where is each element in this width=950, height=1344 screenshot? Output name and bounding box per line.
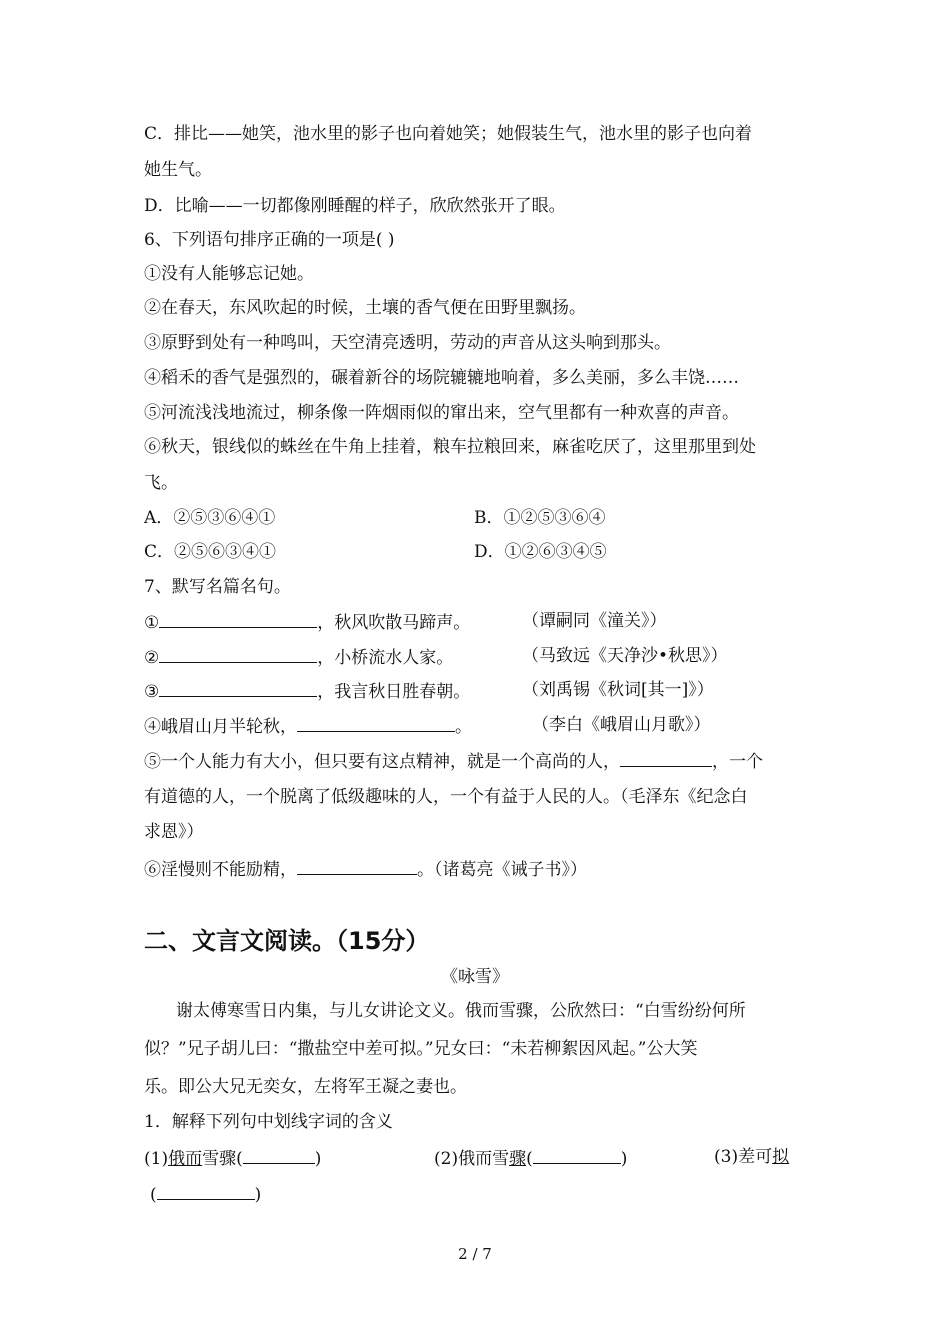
sub-question-3 — [714, 1146, 789, 1168]
poem-2-prefix: ② — [144, 648, 160, 668]
sub-q1-text: 雪骤( — [202, 1149, 243, 1169]
sub-question-2 — [434, 1146, 627, 1170]
section-2-heading: 二、文言文阅读。（15分） — [144, 927, 430, 955]
sub-q2-underlined: 骤 — [509, 1149, 527, 1169]
poem-3-suffix: ，我言秋日胜春朝。 — [317, 682, 471, 702]
answer-blank-1[interactable] — [159, 610, 317, 628]
poem-line-5-continued: 有道德的人，一个脱离了低级趣味的人，一个有益于人民的人。（毛泽东《纪念白 — [144, 787, 748, 807]
sentence-6-continued: 飞。 — [144, 473, 178, 493]
q6-option-b: B．①②⑤③⑥④ — [474, 508, 606, 528]
poem-2-source: （马致远《天净沙•秋思》） — [522, 646, 728, 666]
sentence-6: ⑥秋天，银线似的蛛丝在牛角上挂着，粮车拉粮回来，麻雀吃厌了，这里那里到处 — [144, 437, 756, 457]
sentence-4: ④稻禾的香气是强烈的，碾着新谷的场院辘辘地响着，多么美丽，多么丰饶…… — [144, 368, 739, 388]
poem-6-prefix: ⑥淫慢则不能励精， — [144, 860, 297, 880]
sub-question-3-answer — [150, 1182, 261, 1206]
poem-line-2 — [144, 645, 453, 669]
option-c-continued: 她生气。 — [144, 160, 212, 180]
sentence-1: ①没有人能够忘记她。 — [144, 264, 314, 284]
q6-option-c: C．②⑤⑥③④① — [144, 542, 277, 562]
page-number: 2 / 7 — [458, 1245, 492, 1263]
sentence-3: ③原野到处有一种鸣叫，天空清亮透明，劳动的声音从这头响到那头。 — [144, 333, 671, 353]
sub-q1-number: (1) — [144, 1149, 169, 1169]
q6-option-d: D．①②⑥③④⑤ — [474, 542, 607, 562]
sub-q1-close: ) — [314, 1149, 322, 1169]
option-c: C．排比——她笑，池水里的影子也向着她笑；她假装生气，池水里的影子也向着 — [144, 124, 753, 144]
poem-3-source: （刘禹锡《秋词[其一]》） — [522, 680, 714, 700]
poem-line-1 — [144, 610, 470, 634]
poem-line-6 — [144, 857, 587, 881]
poem-3-prefix: ③ — [144, 682, 160, 702]
poem-1-suffix: ，秋风吹散马蹄声。 — [317, 613, 471, 633]
sub-q3-text: (3)差可 — [714, 1147, 773, 1167]
passage-line-3: 乐。即公大兄无奕女，左将军王凝之妻也。 — [144, 1077, 467, 1097]
poem-4-prefix: ④峨眉山月半轮秋， — [144, 717, 297, 737]
answer-blank-3[interactable] — [159, 679, 317, 697]
sub-question-1 — [144, 1146, 321, 1170]
poem-1-source: （谭嗣同《潼关》） — [522, 611, 667, 631]
poem-5-prefix: ⑤一个人能力有大小，但只要有这点精神，就是一个高尚的人， — [144, 752, 620, 772]
sub-q2-open: ( — [526, 1149, 533, 1169]
poem-2-suffix: ，小桥流水人家。 — [317, 648, 454, 668]
passage-question-1: 1．解释下列句中划线字词的含义 — [144, 1112, 393, 1132]
poem-5-suffix: ，一个 — [712, 752, 763, 772]
sub-q2-text: (2)俄而雪 — [434, 1149, 510, 1169]
poem-4-source: （李白《峨眉山月歌》） — [532, 715, 711, 735]
sub-q3-close: ) — [254, 1185, 262, 1205]
sub-q3-underlined: 拟 — [772, 1147, 790, 1167]
answer-blank-4[interactable] — [297, 714, 455, 732]
poem-6-suffix: 。（诸葛亮《诫子书》） — [417, 860, 587, 880]
sub-q1-underlined: 俄而 — [168, 1149, 203, 1169]
passage-line-1: 谢太傅寒雪日内集，与儿女讲论文义。俄而雪骤，公欣然曰：“白雪纷纷何所 — [176, 1001, 746, 1021]
poem-1-prefix: ① — [144, 613, 160, 633]
poem-line-3 — [144, 679, 470, 703]
answer-blank-2[interactable] — [159, 645, 317, 663]
poem-line-5 — [144, 749, 763, 773]
answer-blank-5[interactable] — [620, 749, 712, 767]
answer-blank-sub3[interactable] — [157, 1182, 255, 1200]
answer-blank-sub1[interactable] — [243, 1146, 315, 1164]
sub-q3-open: ( — [150, 1185, 157, 1205]
passage-line-2: 似？”兄子胡儿曰：“撒盐空中差可拟。”兄女曰：“未若柳絮因风起。”公大笑 — [144, 1039, 698, 1059]
q6-option-a: A．②⑤③⑥④① — [144, 508, 276, 528]
poem-4-suffix: 。 — [455, 717, 472, 737]
question-7: 7、默写名篇名句。 — [144, 577, 291, 597]
question-6: 6、下列语句排序正确的一项是( ) — [144, 230, 395, 250]
poem-line-5-continued-2: 求恩》） — [144, 822, 204, 842]
sentence-2: ②在春天，东风吹起的时候，土壤的香气便在田野里飘扬。 — [144, 298, 586, 318]
poem-line-4 — [144, 714, 472, 738]
option-d: D．比喻——一切都像刚睡醒的样子，欣欣然张开了眼。 — [144, 196, 566, 216]
sub-q2-close: ) — [620, 1149, 628, 1169]
passage-title: 《咏雪》 — [441, 967, 509, 987]
answer-blank-sub2[interactable] — [533, 1146, 621, 1164]
answer-blank-6[interactable] — [297, 857, 417, 875]
sentence-5: ⑤河流浅浅地流过，柳条像一阵烟雨似的窜出来，空气里都有一种欢喜的声音。 — [144, 403, 739, 423]
